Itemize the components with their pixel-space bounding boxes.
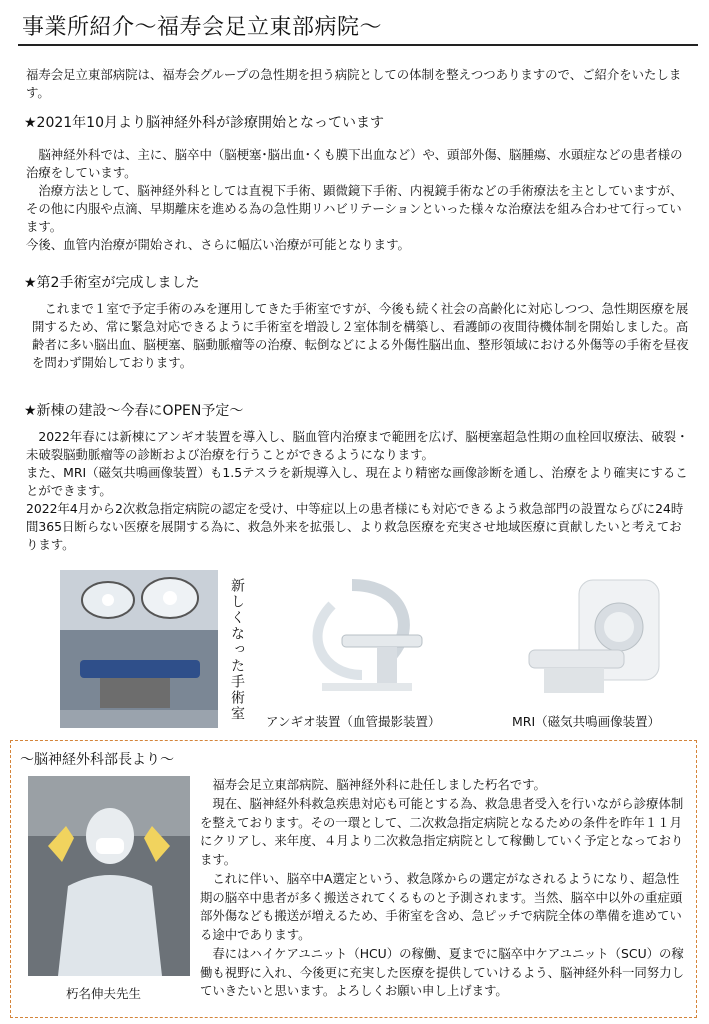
section3-paragraph-2: また、MRI（磁気共鳴画像装置）も1.5テスラを新規導入し、現在より精密な画像診断を通し、治療をより確実にすることができます。 bbox=[26, 465, 688, 498]
section2-heading: ★第2手術室が完成しました bbox=[24, 275, 200, 291]
section1-paragraph-3: 今後、血管内治療が開始され、さらに幅広い治療が可能となります。 bbox=[26, 237, 410, 252]
director-paragraph-2: 現在、脳神経外科救急疾患対応も可能とする為、救急患者受入を行いながら診療体制を整えております。その一環として、二次救急指定病院となるための条件を昨年１１月にクリアし、来年度、４月より二次救急指定病院として稼働していく予定となっております。 bbox=[200, 796, 684, 867]
section1-paragraph-2: 治療方法として、脳神経外科としては直視下手術、顕微鏡下手術、内視鏡手術などの手術療法を主としていますが、その他に内服や点滴、早期離床を進める為の急性期リハビリテーションといった様々な治療法を組み合わせて行っています。 bbox=[26, 183, 683, 234]
intro-text: 福寿会足立東部病院は、福寿会グループの急性期を担う病院としての体制を整えつつありますので、ご紹介をいたします。 bbox=[26, 67, 682, 100]
mri-photo bbox=[524, 575, 664, 700]
mri-caption: MRI（磁気共鳴画像装置） bbox=[512, 714, 661, 729]
section3-heading: ★新棟の建設～今春にOPEN予定～ bbox=[24, 403, 244, 419]
page-title: 事業所紹介～福寿会足立東部病院～ bbox=[22, 15, 383, 40]
angio-device-photo bbox=[282, 575, 442, 703]
title-underline bbox=[18, 44, 698, 46]
director-paragraph-1: 福寿会足立東部病院、脳神経外科に赴任しました朽名です。 bbox=[212, 777, 546, 792]
director-paragraph-4: 春にはハイケアユニット（HCU）の稼働、夏までに脳卒中ケアユニット（SCU）の稼働も視野に入れ、今後更に充実した医療を提供していけるよう、脳神経外科一同努力していきたいと思います。よろしくお願い申し上げます。 bbox=[200, 946, 684, 998]
director-photo bbox=[28, 776, 190, 976]
director-name-caption: 朽名伸夫先生 bbox=[66, 986, 142, 1001]
surgery-room-photo bbox=[60, 570, 218, 728]
section3-paragraph-1: 2022年春には新棟にアンギオ装置を導入し、脳血管内治療まで範囲を広げ、脳梗塞超急性期の血栓回収療法、破裂・未破裂脳動脈瘤等の診断および治療を行うことができるようになります。 bbox=[26, 429, 689, 462]
angio-caption: アンギオ装置（血管撮影装置） bbox=[266, 714, 441, 729]
director-heading: ～脳神経外科部長より～ bbox=[20, 752, 174, 768]
section2-paragraph-1: これまで１室で予定手術のみを運用してきた手術室ですが、今後も続く社会の高齢化に対応しつつ、急性期医療を展開するため、常に緊急対応できるように手術室を増設し２室体制を構築し、看護師の夜間待機体制を開始しました。高齢者に多い脳出血、脳梗塞、脳動脈瘤等の治療、転倒などによる外傷性脳出血、整形領域における外傷等の手術を昼夜を問わず開始しております。 bbox=[32, 301, 689, 370]
section1-paragraph-1: 脳神経外科では、主に、脳卒中（脳梗塞･脳出血･くも膜下出血など）や、頭部外傷、脳腫瘍、水頭症などの患者様の治療をしています。 bbox=[26, 147, 683, 180]
section3-paragraph-3: 2022年4月から2次救急指定病院の認定を受け、中等症以上の患者様にも対応できるよう救急部門の設置ならびに24時間365日断らない医療を展開する為に、救急外来を拡張し、より救急医療を充実させ地域医療に貢献したいと考えております。 bbox=[26, 501, 684, 552]
section1-heading: ★2021年10月より脳神経外科が診療開始となっています bbox=[24, 115, 384, 131]
director-paragraph-3: これに伴い、脳卒中A選定という、救急隊からの選定がなされるようになり、超急性期の脳卒中患者が多く搬送されてくるものと予測されます。当然、脳卒中以外の重症頭部外傷なども搬送が増えるため、手術室を含め、急ピッチで病院全体の準備を進めている途中であります。 bbox=[200, 871, 683, 942]
surgery-room-caption: 新しくなった手術室 bbox=[229, 578, 245, 722]
